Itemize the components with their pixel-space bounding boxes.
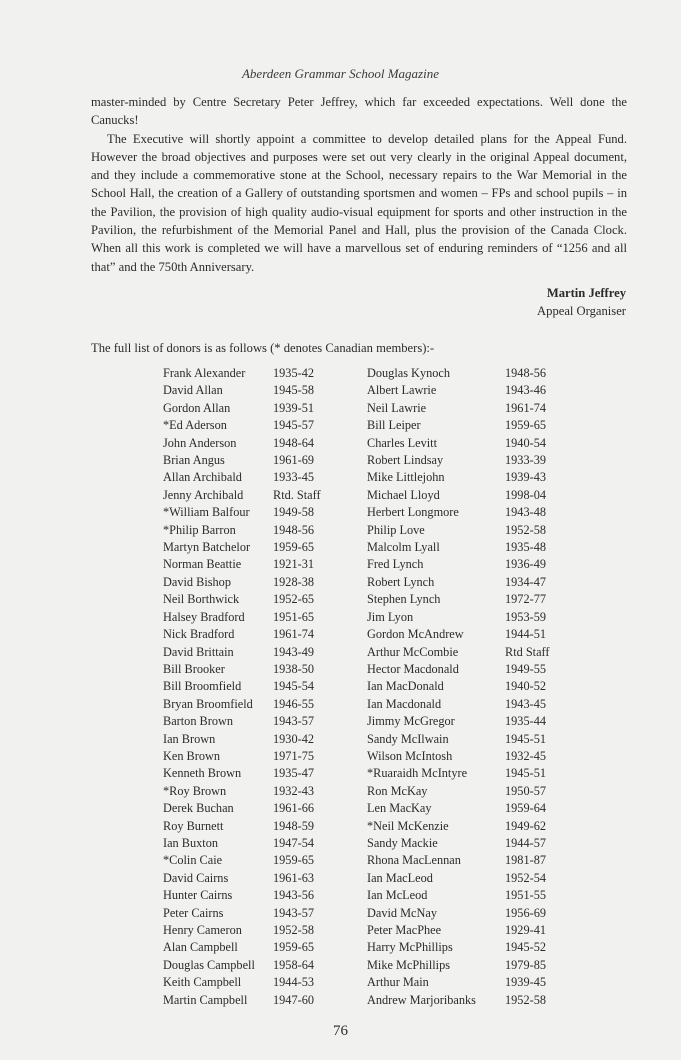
donor-name: Stephen Lynch: [367, 592, 441, 607]
donor-name: *Ruaraidh McIntyre: [367, 766, 468, 781]
donor-years: 1945-52: [505, 940, 546, 955]
article-body: [91, 93, 627, 276]
donor-name: Hunter Cairns: [163, 888, 233, 903]
donor-years: 1947-54: [273, 835, 314, 850]
donor-years: 1947-60: [273, 992, 314, 1007]
donor-years: 1950-57: [505, 783, 546, 798]
donor-years: 1961-69: [273, 453, 314, 468]
donor-years: 1934-47: [505, 574, 546, 589]
table-row: [163, 800, 565, 817]
donor-years: 1933-45: [273, 470, 314, 485]
donor-name: Robert Lynch: [367, 574, 435, 589]
donor-name: Douglas Kynoch: [367, 366, 450, 380]
donor-name: Hector Macdonald: [367, 661, 459, 676]
table-row: [163, 905, 565, 922]
donor-name: Barton Brown: [163, 714, 234, 729]
donor-years: 1961-66: [273, 801, 314, 816]
donor-name: Andrew Marjoribanks: [367, 992, 476, 1007]
donor-years: 1943-57: [273, 905, 314, 920]
donor-years: 1951-65: [273, 609, 314, 624]
donor-years: 1981-87: [505, 853, 546, 868]
donor-name: Neil Lawrie: [367, 400, 427, 415]
donor-years: 1935-48: [505, 540, 546, 555]
donor-years: 1948-59: [273, 818, 314, 833]
donor-years: 1945-57: [273, 418, 314, 433]
donor-years: 1951-55: [505, 888, 546, 903]
donor-name: Jimmy McGregor: [367, 714, 455, 729]
donor-name: Ian Buxton: [163, 835, 218, 850]
table-row: [163, 574, 565, 591]
donor-years: 1961-74: [273, 627, 314, 642]
donor-name: Mike McPhillips: [367, 957, 451, 972]
table-row: [163, 365, 565, 382]
table-row: [163, 644, 565, 661]
donor-name: Mike Littlejohn: [367, 470, 445, 485]
donor-name: Bill Broomfield: [163, 679, 242, 694]
donor-name: Martyn Batchelor: [163, 540, 251, 555]
table-row: [163, 783, 565, 800]
table-row: [163, 922, 565, 939]
donor-years: 1935-47: [273, 766, 314, 781]
donor-years: 1940-52: [505, 679, 546, 694]
table-row: [163, 748, 565, 765]
donor-name: Ian MacDonald: [367, 679, 444, 694]
donor-years: 1948-56: [505, 366, 546, 380]
donor-name: Bryan Broomfield: [163, 696, 253, 711]
donor-name: Douglas Campbell: [163, 957, 255, 972]
donor-name: Bill Leiper: [367, 418, 421, 433]
donor-years: 1958-64: [273, 957, 314, 972]
donor-name: David McNay: [367, 905, 438, 920]
donor-years: 1952-58: [273, 923, 314, 937]
donor-years: 1952-58: [505, 992, 546, 1007]
table-row: [163, 417, 565, 434]
donor-years: 1998-04: [505, 487, 546, 502]
donor-years: 1936-49: [505, 557, 546, 572]
donor-years: 1956-69: [505, 905, 546, 920]
donor-years: 1940-54: [505, 435, 546, 450]
donor-years: 1921-31: [273, 557, 314, 572]
table-row: [163, 469, 565, 486]
donor-name: Allan Archibald: [163, 470, 242, 485]
table-row: [163, 591, 565, 608]
signature-role: Appeal Organiser: [537, 304, 626, 318]
signature-name: Martin Jeffrey: [546, 286, 626, 300]
donor-name: Norman Beattie: [163, 557, 242, 572]
donor-years: 1949-58: [273, 505, 314, 520]
donor-years: 1932-43: [273, 783, 314, 798]
donor-name: Martin Campbell: [163, 992, 248, 1007]
donor-years: 1943-49: [273, 644, 314, 659]
table-row: [163, 939, 565, 956]
donor-name: Jenny Archibald: [163, 487, 244, 502]
donor-name: Ian Brown: [163, 731, 216, 746]
donor-years: 1948-64: [273, 435, 314, 450]
donor-name: Frank Alexander: [163, 366, 246, 380]
donor-name: Ian MacLeod: [367, 870, 433, 885]
donor-years: 1959-65: [273, 853, 314, 868]
donor-list-intro: The full list of donors is as follows (* denotes Canadian members):-: [91, 341, 435, 355]
donor-name: Len MacKay: [367, 801, 432, 816]
donor-years: 1943-48: [505, 505, 546, 520]
donor-name: *Ed Aderson: [163, 418, 227, 433]
table-row: [163, 835, 565, 852]
table-row: [163, 678, 565, 695]
donor-name: Bill Brooker: [163, 661, 225, 676]
donor-name: *Philip Barron: [163, 522, 236, 537]
donor-years: 1945-51: [505, 731, 546, 746]
donor-table: [163, 365, 565, 1009]
table-row: [163, 731, 565, 748]
table-row: [163, 974, 565, 991]
donor-years: 1935-44: [505, 714, 546, 729]
donor-years: 1961-63: [273, 870, 314, 885]
donor-name: *William Balfour: [163, 505, 250, 520]
donor-name: Ron McKay: [367, 783, 428, 798]
donor-name: David Brittain: [163, 644, 234, 659]
donor-name: Herbert Longmore: [367, 505, 459, 520]
table-row: [163, 696, 565, 713]
page-number: 76: [333, 1023, 348, 1039]
donor-name: David Cairns: [163, 870, 229, 885]
donor-name: Michael Lloyd: [367, 487, 440, 502]
donor-years: 1945-51: [505, 766, 546, 781]
donor-years: 1943-57: [273, 714, 314, 729]
donor-name: *Roy Brown: [163, 783, 227, 798]
donor-name: Arthur Main: [367, 975, 429, 990]
donor-years: 1939-45: [505, 975, 546, 990]
table-row: [163, 626, 565, 643]
paragraph: master-minded by Centre Secretary Peter Jeffrey, which far exceeded expectations. Well done the Canucks!: [91, 95, 627, 128]
donor-name: Henry Cameron: [163, 923, 242, 937]
table-row: [163, 661, 565, 678]
table-row: [163, 522, 565, 539]
table-row: [163, 435, 565, 452]
donor-years: 1945-54: [273, 679, 314, 694]
table-row: [163, 539, 565, 556]
donor-name: Robert Lindsay: [367, 453, 444, 468]
donor-years: 1946-55: [273, 696, 314, 711]
table-row: [163, 957, 565, 974]
donor-years: 1944-51: [505, 627, 546, 642]
donor-name: *Colin Caie: [163, 853, 223, 868]
donor-years: 1952-54: [505, 870, 546, 885]
donor-years: 1959-65: [273, 940, 314, 955]
donor-name: Kenneth Brown: [163, 766, 242, 781]
table-row: [163, 887, 565, 904]
donor-years: 1979-85: [505, 957, 546, 972]
donor-years: 1943-56: [273, 888, 314, 903]
donor-years: 1949-62: [505, 818, 546, 833]
table-row: [163, 556, 565, 573]
donor-name: Nick Bradford: [163, 627, 235, 642]
table-row: [163, 400, 565, 417]
donor-years: 1959-65: [273, 540, 314, 555]
table-row: [163, 487, 565, 504]
donor-name: Neil Borthwick: [163, 592, 240, 607]
paragraph: The Executive will shortly appoint a committee to develop detailed plans for the Appeal Fund. However the broad objectives and purposes were set out very clearly in the original Appeal document, and they include a commemorative stone at the School, necessary repairs to the War Memorial in the School Hall, the creation of a Gallery of outstanding sportsmen and women – FPs and school pupils – in the Pavilion, the provision of high quality audio-visual equipment for sports and other instruction in the Pavilion, the refurbishment of the Memorial Panel and Hall, plus the provision of the Canada Clock. When all this work is completed we will have a marvellous set of enduring reminders of “1256 and all that” and the 750th Anniversary.: [91, 131, 627, 274]
donor-name: Wilson McIntosh: [367, 748, 453, 763]
donor-name: Roy Burnett: [163, 818, 224, 833]
donor-years: 1932-45: [505, 748, 546, 763]
table-row: [163, 765, 565, 782]
table-row: [163, 852, 565, 869]
table-row: [163, 992, 565, 1009]
donor-name: Charles Levitt: [367, 435, 438, 450]
donor-years: 1939-51: [273, 400, 314, 415]
donor-name: Ken Brown: [163, 748, 221, 763]
donor-name: Philip Love: [367, 522, 425, 537]
donor-name: Derek Buchan: [163, 801, 234, 816]
donor-name: Sandy Mackie: [367, 835, 438, 850]
donor-name: Ian McLeod: [367, 888, 428, 903]
donor-name: Albert Lawrie: [367, 383, 437, 398]
donor-years: 1961-74: [505, 400, 546, 415]
table-row: [163, 452, 565, 469]
donor-years: 1944-57: [505, 835, 546, 850]
donor-name: David Bishop: [163, 574, 231, 589]
donor-table-body: [163, 365, 565, 1009]
donor-years: 1959-65: [505, 418, 546, 433]
donor-years: 1938-50: [273, 661, 314, 676]
table-row: [163, 818, 565, 835]
donor-years: 1935-42: [273, 366, 314, 380]
donor-name: David Allan: [163, 383, 223, 398]
donor-name: Peter Cairns: [163, 905, 224, 920]
donor-name: John Anderson: [163, 435, 237, 450]
donor-name: Arthur McCombie: [367, 644, 459, 659]
donor-years: Rtd Staff: [505, 644, 550, 659]
donor-name: Gordon Allan: [163, 400, 231, 415]
donor-name: Malcolm Lyall: [367, 540, 440, 555]
donor-name: Rhona MacLennan: [367, 853, 461, 868]
donor-years: 1944-53: [273, 975, 314, 990]
donor-name: *Neil McKenzie: [367, 818, 449, 833]
donor-years: 1928-38: [273, 574, 314, 589]
donor-name: Brian Angus: [163, 453, 225, 468]
donor-name: Jim Lyon: [367, 609, 414, 624]
donor-years: 1948-56: [273, 522, 314, 537]
donor-years: 1943-46: [505, 383, 546, 398]
donor-years: 1930-42: [273, 731, 314, 746]
donor-name: Alan Campbell: [163, 940, 238, 955]
donor-name: Ian Macdonald: [367, 696, 442, 711]
donor-name: Fred Lynch: [367, 557, 424, 572]
donor-name: Halsey Bradford: [163, 609, 245, 624]
donor-years: 1952-58: [505, 522, 546, 537]
running-header: Aberdeen Grammar School Magazine: [241, 66, 439, 81]
donor-years: 1945-58: [273, 383, 314, 398]
donor-years: 1971-75: [273, 748, 314, 763]
donor-years: 1933-39: [505, 453, 546, 468]
donor-years: 1972-77: [505, 592, 546, 607]
donor-name: Sandy McIlwain: [367, 731, 449, 746]
table-row: [163, 382, 565, 399]
donor-years: 1939-43: [505, 470, 546, 485]
donor-years: 1952-65: [273, 592, 314, 607]
signature-block: [537, 284, 626, 320]
donor-name: Keith Campbell: [163, 975, 242, 990]
donor-name: Gordon McAndrew: [367, 627, 464, 642]
donor-years: 1959-64: [505, 801, 546, 816]
table-row: [163, 609, 565, 626]
table-row: [163, 870, 565, 887]
donor-years: 1953-59: [505, 609, 546, 624]
donor-name: Peter MacPhee: [367, 923, 442, 937]
donor-name: Harry McPhillips: [367, 940, 453, 955]
table-row: [163, 713, 565, 730]
donor-years: 1943-45: [505, 696, 546, 711]
donor-years: 1929-41: [505, 923, 546, 937]
table-row: [163, 504, 565, 521]
donor-years: Rtd. Staff: [273, 487, 321, 502]
donor-years: 1949-55: [505, 661, 546, 676]
